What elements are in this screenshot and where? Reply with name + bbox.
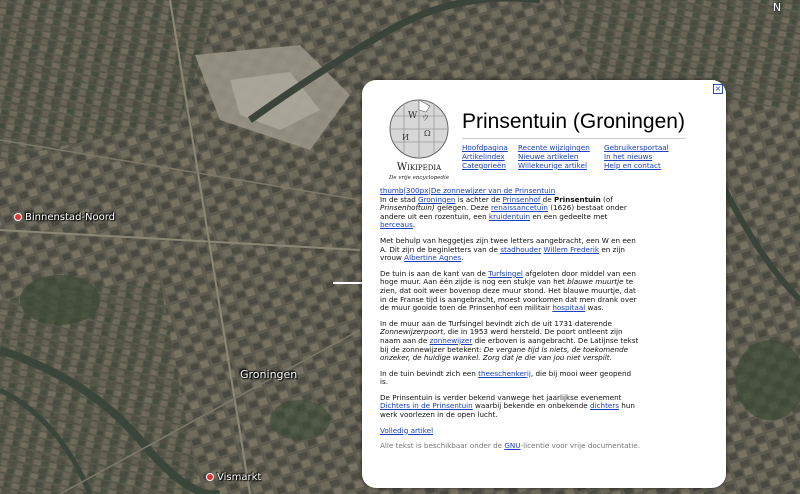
article-content bbox=[380, 187, 640, 458]
place-marker-icon bbox=[14, 213, 22, 221]
link-theeschenkerij[interactable]: theeschenkerij bbox=[478, 368, 531, 378]
logo-tagline: De vrije encyclopedie bbox=[388, 175, 450, 181]
nav-column-3 bbox=[604, 144, 669, 170]
nav-link-gebruikersportaal[interactable]: Gebruikersportaal bbox=[604, 143, 669, 152]
link-albertine-agnes[interactable]: Albertine Agnes bbox=[404, 253, 462, 263]
svg-text:W: W bbox=[408, 111, 418, 121]
nav-link-willekeurige-artikel[interactable]: Willekeurige artikel bbox=[518, 160, 587, 170]
link-renaissancetuin[interactable]: renaissancetuin bbox=[491, 203, 548, 213]
link-zonnewijzer[interactable]: zonnewijzer bbox=[429, 335, 473, 345]
link-dichters[interactable]: dichters bbox=[590, 401, 620, 411]
nav-link-artikelindex[interactable]: Artikelindex bbox=[462, 151, 505, 161]
link-stadhouder[interactable]: stadhouder bbox=[500, 244, 542, 254]
close-icon[interactable]: × bbox=[714, 84, 722, 93]
nav-column-2 bbox=[518, 144, 590, 170]
nav-link-in-het-nieuws[interactable]: In het nieuws bbox=[604, 151, 653, 161]
full-article-link[interactable]: Volledig artikel bbox=[380, 425, 434, 435]
nav-link-help-en-contact[interactable]: Help en contact bbox=[604, 160, 661, 170]
paragraph-poets: De Prinsentuin is verder bekend vanwege het jaarlijkse evenement Dichters in de Prinsentuin waarbij bekende en onbekende dichters hun werk voorlezen in de open lucht. bbox=[380, 392, 635, 420]
paragraph-wall: De tuin is aan de kant van de Turfsingel afgeloten door middel van een hoge muur. Aan één zijde is nog een stukje van het blauwe muurtje te zien, dat ooit weer bovenop deze muur stond. Het blauwe muurtje, dat in de Franse tijd is aangebracht, moest voorkomen dat men drank over de muur gooide toen de Prinsenhof een militair hospitaal was. bbox=[380, 268, 637, 313]
link-gnu[interactable]: GNU bbox=[504, 441, 521, 451]
nav-link-hoofdpagina[interactable]: Hoofdpagina bbox=[462, 143, 508, 152]
thumb-link[interactable]: thumb|300px|De zonnewijzer van de Prinsentuin bbox=[380, 186, 556, 195]
intro-paragraph: thumb|300px|De zonnewijzer van de Prinsentuin In de stad Groningen is achter de Prinsenhof de Prinsentuin (of Prinsenhoftuin) gelegen. Deze renaissancetuin (1626) bestaat onder andere uit een rozentuin, een kruidentuin en een gedeelte met berceaus. bbox=[380, 186, 627, 230]
wikipedia-logo-icon bbox=[378, 96, 460, 182]
link-hospitaal[interactable]: hospitaal bbox=[552, 303, 586, 313]
nav-link-categorieen[interactable]: Categorieën bbox=[462, 160, 506, 170]
license-footer: Alle tekst is beschikbaar onder de GNU-licentie voor vrije documentatie. bbox=[380, 441, 641, 451]
link-groningen[interactable]: Groningen bbox=[418, 194, 456, 204]
place-label-vismarkt[interactable]: Vismarkt bbox=[206, 472, 261, 483]
place-label-groningen[interactable]: Groningen bbox=[240, 368, 298, 381]
link-prinsenhof[interactable]: Prinsenhof bbox=[502, 194, 541, 204]
article-title: Prinsentuin (Groningen) bbox=[462, 110, 685, 133]
place-marker-icon bbox=[206, 473, 214, 481]
nav-link-nieuwe-artikelen[interactable]: Nieuwe artikelen bbox=[518, 151, 579, 161]
paragraph-sundial: In de muur aan de Turfsingel bevindt zich de uit 1731 daterende Zonnewijzerpoort, die in 1953 werd hersteld. De poort ontleent zijn naam aan de zonnewijzer die erboven is aangebracht. De Latijnse tekst bij de zonnewijzer betekent: De vergane tijd is niets, de toekomende onzeker, de huidige wankel. Zorg dat je die van jou niet verspilt. bbox=[380, 318, 639, 363]
link-willem-frederik[interactable]: Willem Frederik bbox=[543, 244, 600, 254]
nav-link-recente-wijzigingen[interactable]: Recente wijzigingen bbox=[518, 143, 590, 152]
link-berceaus[interactable]: berceaus bbox=[380, 220, 413, 230]
svg-text:Ω: Ω bbox=[424, 129, 431, 138]
link-dichters-in-de-prinsentuin[interactable]: Dichters in de Prinsentuin bbox=[380, 401, 473, 411]
title-divider bbox=[462, 138, 686, 139]
paragraph-letters: Met behulp van heggetjes zijn twee letters aangebracht, een W en een A. Dit zijn de beginletters van de stadhouder Willem Frederik en zijn vrouw Albertine Agnes. bbox=[380, 235, 636, 263]
balloon-pointer bbox=[333, 282, 363, 284]
svg-text:ウ: ウ bbox=[422, 114, 429, 122]
full-article-paragraph bbox=[380, 427, 640, 436]
nav-column-1 bbox=[462, 144, 508, 170]
svg-text:И: И bbox=[402, 133, 409, 142]
info-balloon bbox=[362, 80, 726, 488]
paragraph-teahouse: In de tuin bevindt zich een theeschenkerij, die bij mooi weer geopend is. bbox=[380, 368, 632, 387]
logo-wordmark: Wikipedia bbox=[396, 162, 442, 173]
place-label-binnenstad-noord[interactable]: Binnenstad-Noord bbox=[14, 212, 115, 223]
link-kruidentuin[interactable]: kruidentuin bbox=[488, 211, 531, 221]
compass-north-icon[interactable]: N bbox=[772, 1, 782, 14]
link-turfsingel[interactable]: Turfsingel bbox=[488, 268, 523, 278]
